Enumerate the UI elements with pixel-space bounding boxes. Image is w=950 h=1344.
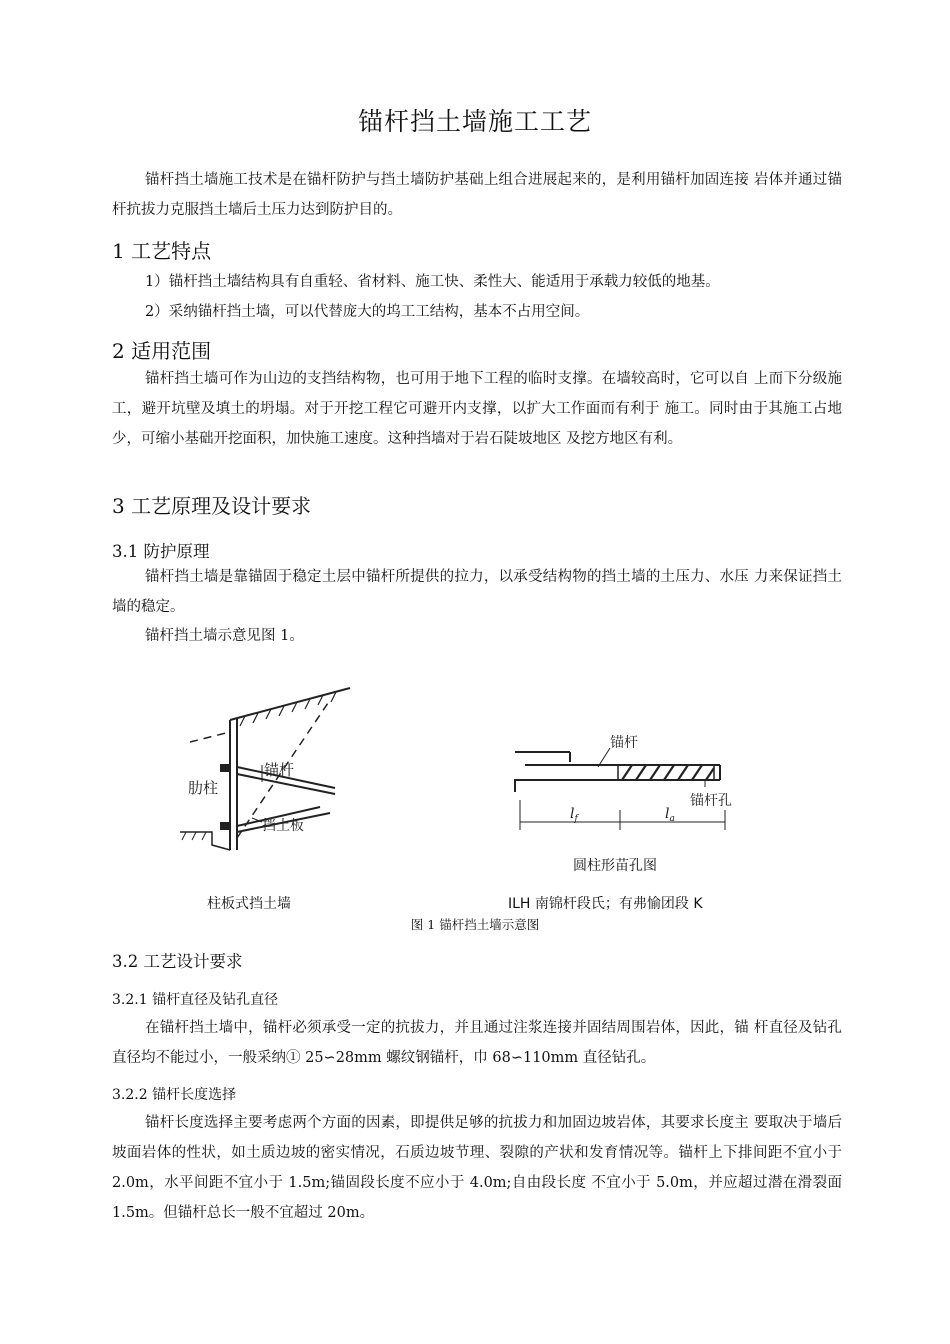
section-3-2-2-heading: 3.2.2 锚杆长度选择 xyxy=(112,1087,237,1103)
label-anchor-length xyxy=(665,806,675,824)
slope-line xyxy=(230,688,350,720)
label-free-length-sub: f xyxy=(574,814,578,824)
base-hatch xyxy=(182,832,206,840)
anchor-hole-diagram xyxy=(515,748,725,830)
anchor-head-1 xyxy=(221,765,229,771)
label-retaining-board: 挡土板 xyxy=(262,818,304,834)
label-free-length-l: l xyxy=(570,806,575,822)
page-title: 锚杆挡土墙施工工艺 xyxy=(357,107,592,136)
section-3-2-2-paragraph: 锚杆长度选择主要考虑两个方面的因素，即提供足够的抗拔力和加固边坡岩体，其要求长度主 要取决于墙后坡面岩体的性状，如土质边坡的密实情况，石质边坡节理、裂隙的产状和发育情况等。锚杆上下排间距不宜小于 2.0m，水平间距不宜小于 1.5m;锚固段长度不应小于 4.0m;自由段长度 不宜小于 5.0m，并应超过潜在滑裂面 1.5m。但锚杆总长一般不宜超过 20m。 xyxy=(112,1115,842,1221)
figure-reference: 锚杆挡土墙示意见图 1。 xyxy=(145,628,304,644)
ground-dashed-line xyxy=(190,732,230,742)
label-anchor-length-sub: a xyxy=(669,814,675,824)
section-2-heading: 2 适用范围 xyxy=(112,339,212,363)
figure-caption: 图 1 锚杆挡土墙示意图 xyxy=(410,917,540,932)
wall-bottom-left xyxy=(515,780,525,792)
figure-1-drawing xyxy=(0,670,950,930)
section-1-heading: 1 工艺特点 xyxy=(112,239,212,263)
section-1-item-2: 2）采纳锚杆挡土墙，可以代替庞大的坞工工结构，基本不占用空间。 xyxy=(145,304,590,320)
section-1-item-1: 1）锚杆挡土墙结构具有自重轻、省材料、施工快、柔性大、能适用于承载力较低的地基。 xyxy=(145,274,720,290)
intro-paragraph: 锚杆挡土墙施工技术是在锚杆防护与挡土墙防护基础上组合进展起来的，是利用锚杆加固连接 岩体并通过锚杆抗拔力克服挡土墙后土压力达到防护目的。 xyxy=(112,172,842,218)
section-3-2-1-paragraph: 在锚杆挡土墙中，锚杆必须承受一定的抗拔力，并且通过注浆连接并固结周围岩体，因此，锚 杆直径及钻孔直径均不能过小，一般采纳① 25∽28mm 螺纹钢锚杆，巾 68∽110mm 直径钻孔。 xyxy=(112,1020,842,1066)
label-anchor-right: 锚杆 xyxy=(610,735,638,751)
right-figure-legend: ILH 南锦杆段氏；有弗愉团段 K xyxy=(508,896,703,912)
anchorage-hatch xyxy=(622,765,714,780)
label-anchor-length-l: l xyxy=(665,806,670,822)
label-rib-column: 肋柱 xyxy=(188,779,219,797)
slope-hatch xyxy=(240,692,336,726)
label-anchor-hole: 锚杆孔 xyxy=(690,793,732,809)
label-free-length xyxy=(570,806,579,824)
section-3-2-1-heading: 3.2.1 锚杆直径及钻孔直径 xyxy=(112,992,279,1008)
left-figure-caption: 柱板式挡土墙 xyxy=(207,896,291,912)
section-3-1-heading: 3.1 防护原理 xyxy=(112,542,210,561)
anchor-head-2 xyxy=(221,823,229,829)
right-figure-caption: 圆柱形苗孔图 xyxy=(573,858,657,874)
section-3-heading: 3 工艺原理及设计要求 xyxy=(112,494,312,518)
section-3-2-heading: 3.2 工艺设计要求 xyxy=(112,952,243,971)
section-2-paragraph: 锚杆挡土墙可作为山边的支挡结构物，也可用于地下工程的临时支撑。在墙较高时，它可以自 上而下分级施工，避开坑壁及填土的坍塌。对于开挖工程它可避开内支撑，以扩大工作面而有利于 施工。同时由于其施工占地少，可缩小基础开挖面积，加快施工速度。这种挡墙对于岩石陡坡地区 及挖方地区有利。 xyxy=(112,371,842,447)
label-anchor-left: 锚杆 xyxy=(264,761,295,779)
section-3-1-paragraph: 锚杆挡土墙是靠锚固于稳定土层中锚杆所提供的拉力，以承受结构物的挡土墙的土压力、水压 力来保证挡土墙的稳定。 xyxy=(112,569,842,615)
